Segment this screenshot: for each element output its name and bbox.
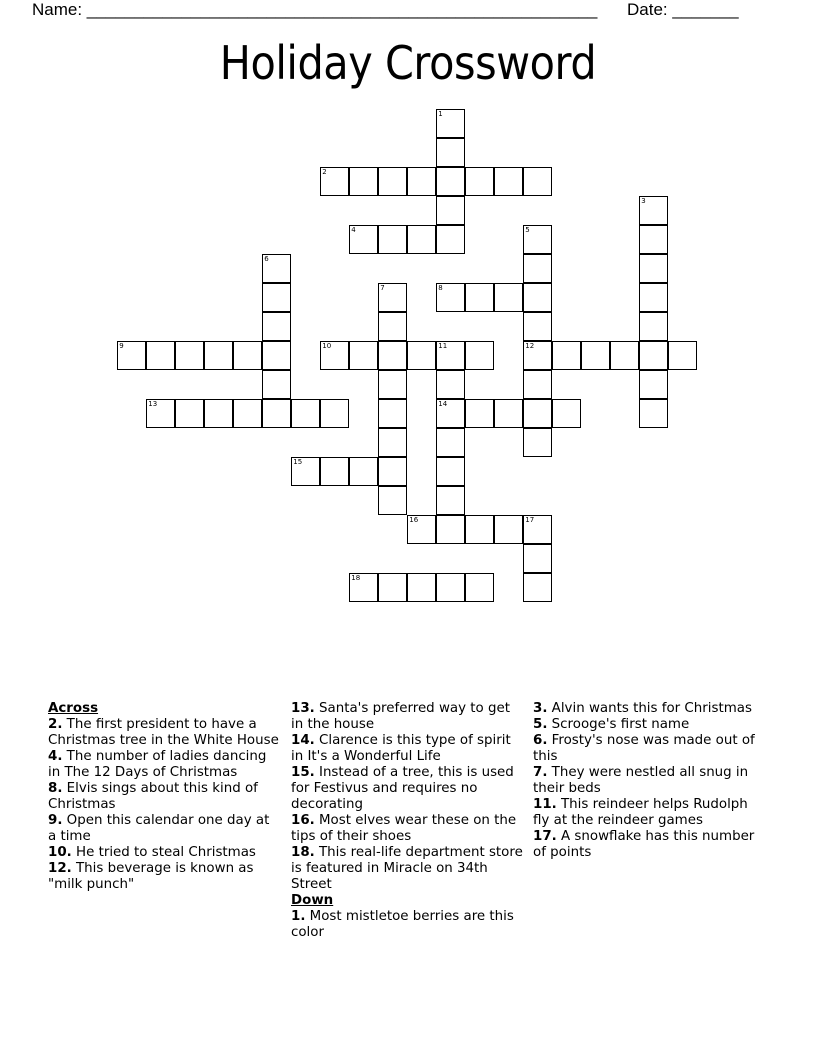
grid-cell[interactable] bbox=[407, 515, 436, 544]
clue-number: 1 bbox=[438, 110, 443, 119]
grid-cell[interactable] bbox=[262, 312, 291, 341]
grid-cell[interactable] bbox=[436, 428, 465, 457]
clue-number: 10 bbox=[322, 342, 332, 351]
grid-cell[interactable] bbox=[378, 486, 407, 515]
down-heading: Down bbox=[291, 893, 334, 908]
grid-cell[interactable] bbox=[175, 341, 204, 370]
clue-number: 11 bbox=[438, 342, 448, 351]
grid-cell[interactable] bbox=[378, 225, 407, 254]
grid-cell[interactable] bbox=[523, 225, 552, 254]
grid-cell[interactable] bbox=[436, 486, 465, 515]
clue-number: 6 bbox=[264, 255, 269, 264]
name-field-label: Name: ______________________________________________________ bbox=[32, 0, 598, 19]
clue-across: 14. Clarence is this type of spirit in It's a Wonderful Life bbox=[291, 733, 511, 764]
clue-down: 1. Most mistletoe berries are this color bbox=[291, 909, 514, 940]
grid-cell[interactable] bbox=[117, 341, 146, 370]
grid-cell[interactable] bbox=[639, 312, 668, 341]
clue-across: 12. This beverage is known as "milk punch" bbox=[48, 861, 254, 892]
grid-cell[interactable] bbox=[639, 399, 668, 428]
grid-cell[interactable] bbox=[523, 428, 552, 457]
clue-down: 6. Frosty's nose was made out of this bbox=[533, 733, 755, 764]
clue-across: 2. The first president to have a Christmas tree in the White House bbox=[48, 717, 279, 748]
grid-cell[interactable] bbox=[494, 283, 523, 312]
grid-cell[interactable] bbox=[436, 399, 465, 428]
grid-cell[interactable] bbox=[320, 399, 349, 428]
grid-cell[interactable] bbox=[465, 167, 494, 196]
grid-cell[interactable] bbox=[494, 399, 523, 428]
clue-number: 2 bbox=[322, 168, 327, 177]
clue-down: 5. Scrooge's first name bbox=[533, 717, 690, 732]
grid-cell[interactable] bbox=[407, 341, 436, 370]
grid-cell[interactable] bbox=[639, 254, 668, 283]
grid-cell[interactable] bbox=[523, 399, 552, 428]
clues-column-1 bbox=[48, 701, 280, 893]
grid-cell[interactable] bbox=[436, 283, 465, 312]
grid-cell[interactable] bbox=[349, 457, 378, 486]
grid-cell[interactable] bbox=[349, 225, 378, 254]
grid-cell[interactable] bbox=[233, 399, 262, 428]
grid-cell[interactable] bbox=[436, 109, 465, 138]
grid-cell[interactable] bbox=[436, 167, 465, 196]
grid-cell[interactable] bbox=[262, 399, 291, 428]
clue-across: 13. Santa's preferred way to get in the house bbox=[291, 701, 510, 732]
grid-cell[interactable] bbox=[465, 399, 494, 428]
clue-number: 4 bbox=[351, 226, 356, 235]
clue-number: 8 bbox=[438, 284, 443, 293]
grid-cell[interactable] bbox=[523, 167, 552, 196]
clue-down: 3. Alvin wants this for Christmas bbox=[533, 701, 752, 716]
grid-cell[interactable] bbox=[639, 225, 668, 254]
grid-cell[interactable] bbox=[436, 341, 465, 370]
grid-cell[interactable] bbox=[465, 341, 494, 370]
grid-cell[interactable] bbox=[523, 370, 552, 399]
grid-cell[interactable] bbox=[639, 283, 668, 312]
grid-cell[interactable] bbox=[349, 573, 378, 602]
grid-cell[interactable] bbox=[523, 283, 552, 312]
clue-number: 18 bbox=[351, 574, 361, 583]
clue-number: 3 bbox=[641, 197, 646, 206]
clue-number: 5 bbox=[525, 226, 530, 235]
grid-cell[interactable] bbox=[262, 283, 291, 312]
grid-cell[interactable] bbox=[291, 399, 320, 428]
page-title: Holiday Crossword bbox=[219, 36, 597, 90]
grid-cell[interactable] bbox=[233, 341, 262, 370]
clues-column-2 bbox=[291, 701, 523, 941]
clue-across: 10. He tried to steal Christmas bbox=[48, 845, 256, 860]
clue-across: 9. Open this calendar one day at a time bbox=[48, 813, 270, 844]
grid-cell[interactable] bbox=[581, 341, 610, 370]
clue-across: 4. The number of ladies dancing in The 12 Days of Christmas bbox=[48, 749, 267, 780]
grid-cell[interactable] bbox=[378, 370, 407, 399]
clue-number: 15 bbox=[293, 458, 303, 467]
grid-cell[interactable] bbox=[465, 283, 494, 312]
grid-cell[interactable] bbox=[378, 167, 407, 196]
grid-cell[interactable] bbox=[494, 515, 523, 544]
grid-cell[interactable] bbox=[146, 399, 175, 428]
grid-cell[interactable] bbox=[320, 167, 349, 196]
grid-cell[interactable] bbox=[262, 370, 291, 399]
grid-cell[interactable] bbox=[349, 167, 378, 196]
grid-cell[interactable] bbox=[407, 167, 436, 196]
clue-number: 13 bbox=[148, 400, 158, 409]
grid-cell[interactable] bbox=[639, 370, 668, 399]
grid-cell[interactable] bbox=[436, 138, 465, 167]
across-heading: Across bbox=[48, 701, 99, 716]
grid-cell[interactable] bbox=[523, 312, 552, 341]
clue-across: 16. Most elves wear these on the tips of their shoes bbox=[291, 813, 517, 844]
grid-cell[interactable] bbox=[175, 399, 204, 428]
grid-cell[interactable] bbox=[494, 167, 523, 196]
grid-cell[interactable] bbox=[262, 254, 291, 283]
clue-across: 8. Elvis sings about this kind of Christmas bbox=[48, 781, 258, 812]
grid-cell[interactable] bbox=[378, 457, 407, 486]
grid-cell[interactable] bbox=[436, 225, 465, 254]
grid-cell[interactable] bbox=[552, 341, 581, 370]
grid-cell[interactable] bbox=[523, 254, 552, 283]
grid-cell[interactable] bbox=[407, 225, 436, 254]
grid-cell[interactable] bbox=[523, 341, 552, 370]
grid-cell[interactable] bbox=[436, 457, 465, 486]
grid-cell[interactable] bbox=[639, 341, 668, 370]
grid-cell[interactable] bbox=[204, 341, 233, 370]
grid-cell[interactable] bbox=[552, 399, 581, 428]
clue-across: 18. This real-life department store is featured in Miracle on 34th Street bbox=[291, 845, 523, 892]
grid-cell[interactable] bbox=[407, 573, 436, 602]
clue-number: 9 bbox=[119, 342, 124, 351]
clues-column-3 bbox=[533, 701, 765, 861]
grid-cell[interactable] bbox=[610, 341, 639, 370]
grid-cell[interactable] bbox=[523, 573, 552, 602]
grid-cell[interactable] bbox=[378, 428, 407, 457]
clue-down: 7. They were nestled all snug in their beds bbox=[533, 765, 749, 796]
grid-cell[interactable] bbox=[378, 283, 407, 312]
clue-number: 14 bbox=[438, 400, 448, 409]
grid-cell[interactable] bbox=[523, 544, 552, 573]
grid-cell[interactable] bbox=[349, 341, 378, 370]
grid-cell[interactable] bbox=[639, 196, 668, 225]
clue-number: 7 bbox=[380, 284, 385, 293]
grid-cell[interactable] bbox=[436, 196, 465, 225]
clue-across: 15. Instead of a tree, this is used for Festivus and requires no decorating bbox=[291, 765, 514, 812]
grid-cell[interactable] bbox=[523, 515, 552, 544]
grid-cell[interactable] bbox=[378, 312, 407, 341]
grid-cell[interactable] bbox=[668, 341, 697, 370]
grid-cell[interactable] bbox=[204, 399, 233, 428]
grid-cell[interactable] bbox=[378, 573, 407, 602]
grid-cell[interactable] bbox=[320, 457, 349, 486]
grid-cell[interactable] bbox=[146, 341, 175, 370]
date-field-label: Date: _______ bbox=[627, 0, 739, 19]
clue-number: 17 bbox=[525, 516, 535, 525]
clue-number: 16 bbox=[409, 516, 419, 525]
grid-cell[interactable] bbox=[378, 341, 407, 370]
grid-cell[interactable] bbox=[262, 341, 291, 370]
grid-cell[interactable] bbox=[436, 370, 465, 399]
grid-cell[interactable] bbox=[436, 515, 465, 544]
grid-cell[interactable] bbox=[320, 341, 349, 370]
grid-cell[interactable] bbox=[378, 399, 407, 428]
clue-down: 17. A snowflake has this number of points bbox=[533, 829, 755, 860]
clue-down: 11. This reindeer helps Rudolph fly at the reindeer games bbox=[533, 797, 748, 828]
grid-cell[interactable] bbox=[465, 515, 494, 544]
clue-number: 12 bbox=[525, 342, 535, 351]
grid-cell[interactable] bbox=[291, 457, 320, 486]
grid-cell[interactable] bbox=[465, 573, 494, 602]
grid-cell[interactable] bbox=[436, 573, 465, 602]
